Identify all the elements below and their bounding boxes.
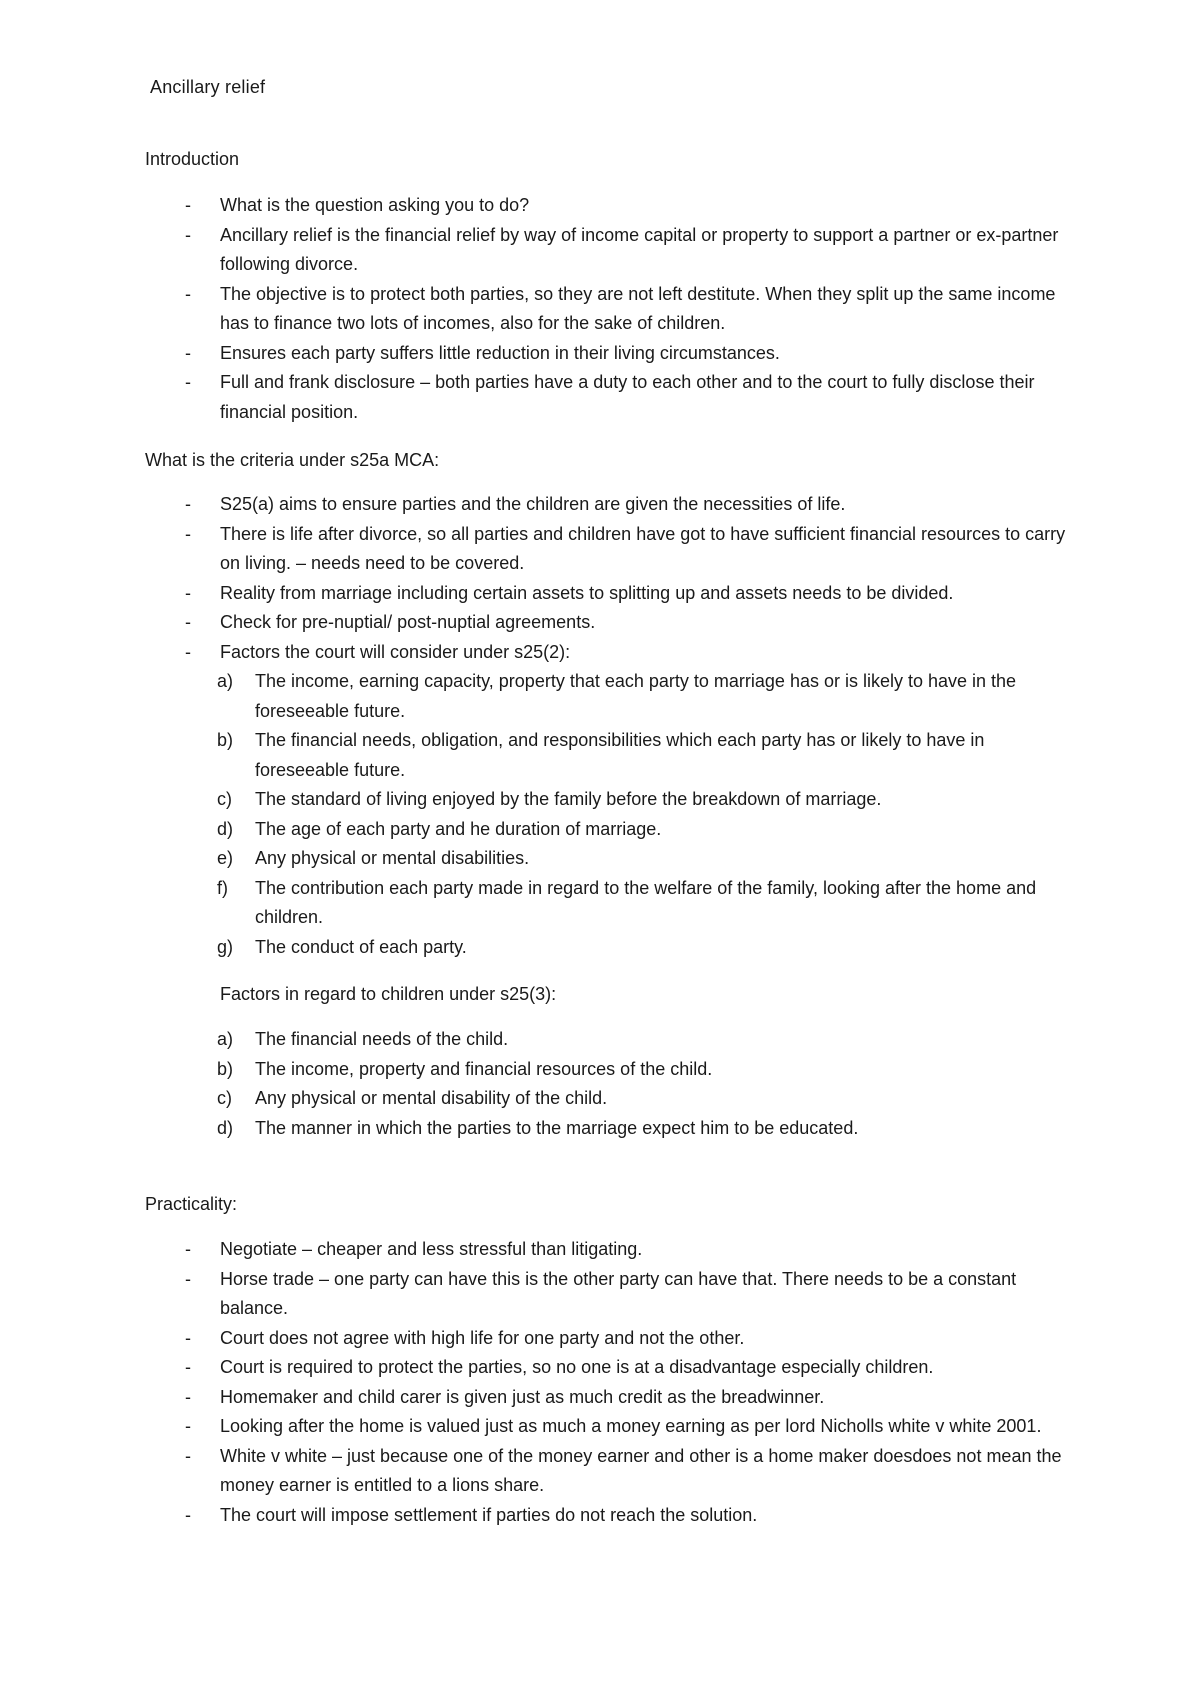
factor-marker: d) [217, 1117, 234, 1138]
factor-marker: f) [217, 877, 228, 898]
bullet-dash: - [185, 342, 191, 363]
criteria-list [145, 490, 1085, 667]
factor-item: g) The conduct of each party. [215, 933, 1075, 963]
list-item: - Ensures each party suffers little reduction in their living circumstances. [145, 339, 1085, 369]
children-factors-heading: Factors in regard to children under s25(3): [220, 984, 557, 1004]
list-item: - Horse trade – one party can have this is the other party can have that. There needs to be a constant balance. [145, 1265, 1085, 1324]
factor-marker: a) [217, 671, 234, 691]
factor-marker: c) [217, 1088, 232, 1108]
introduction-list [145, 191, 1085, 427]
factor-item: c) The standard of living enjoyed by the family before the breakdown of marriage. [215, 785, 1075, 815]
bullet-dash: - [185, 1386, 191, 1407]
list-item: - Factors the court will consider under s25(2): [145, 638, 1085, 668]
bullet-dash: - [185, 641, 191, 662]
bullet-dash: - [185, 1445, 191, 1466]
list-item: - Court is required to protect the parties, so no one is at a disadvantage especially children. [145, 1353, 1085, 1383]
factor-marker: b) [217, 730, 234, 750]
list-item: - Ancillary relief is the financial relief by way of income capital or property to support a partner or ex-partner following divorce. [145, 221, 1085, 280]
document-title: Ancillary relief [150, 77, 266, 97]
factor-item: f) The contribution each party made in regard to the welfare of the family, looking after the home and children. [215, 874, 1075, 933]
list-item: - Looking after the home is valued just as much a money earning as per lord Nicholls white v white 2001. [145, 1412, 1085, 1442]
list-item: - There is life after divorce, so all parties and children have got to have sufficient financial resources to carry on living. – needs need to be covered. [145, 520, 1085, 579]
list-item: - What is the question asking you to do? [145, 191, 1085, 221]
introduction-heading: Introduction [145, 149, 240, 169]
factor-item: a) The income, earning capacity, property that each party to marriage has or is likely to have in the foreseeable future. [215, 667, 1075, 726]
bullet-dash: - [185, 1504, 191, 1525]
practicality-heading: Practicality: [145, 1194, 238, 1214]
criteria-heading: What is the criteria under s25a MCA: [145, 450, 440, 470]
factor-marker: g) [217, 936, 234, 957]
bullet-dash: - [185, 1357, 191, 1377]
factor-item: d) The manner in which the parties to the marriage expect him to be educated. [215, 1114, 1075, 1144]
factor-item: c) Any physical or mental disability of the child. [215, 1084, 1075, 1114]
list-item: - Check for pre-nuptial/ post-nuptial agreements. [145, 608, 1085, 638]
list-item: - The court will impose settlement if parties do not reach the solution. [145, 1501, 1085, 1531]
bullet-dash: - [185, 582, 191, 603]
bullet-dash: - [185, 523, 191, 544]
factor-marker: d) [217, 818, 234, 839]
practicality-list [145, 1235, 1085, 1530]
list-item: - Negotiate – cheaper and less stressful than litigating. [145, 1235, 1085, 1265]
bullet-dash: - [185, 612, 191, 632]
bullet-dash: - [185, 224, 191, 245]
list-item: - S25(a) aims to ensure parties and the children are given the necessities of life. [145, 490, 1085, 520]
bullet-dash: - [185, 283, 191, 304]
factor-item: a) The financial needs of the child. [215, 1025, 1075, 1055]
court-factors-list [215, 667, 1075, 962]
bullet-dash: - [185, 1327, 191, 1348]
factor-item: e) Any physical or mental disabilities. [215, 844, 1075, 874]
factor-marker: b) [217, 1058, 234, 1079]
list-item: - Court does not agree with high life for one party and not the other. [145, 1324, 1085, 1354]
bullet-dash: - [185, 1416, 191, 1436]
factor-item: b) The financial needs, obligation, and responsibilities which each party has or likely to have in foreseeable future. [215, 726, 1075, 785]
factor-item: d) The age of each party and he duration of marriage. [215, 815, 1075, 845]
bullet-dash: - [185, 195, 191, 215]
factor-marker: a) [217, 1029, 234, 1049]
list-item: - Homemaker and child carer is given just as much credit as the breadwinner. [145, 1383, 1085, 1413]
factor-marker: e) [217, 848, 234, 868]
factor-marker: c) [217, 789, 232, 809]
bullet-dash: - [185, 1268, 191, 1289]
bullet-dash: - [185, 494, 191, 514]
list-item: - White v white – just because one of the money earner and other is a home maker doesdoes not mean the money earner is entitled to a lions share. [145, 1442, 1085, 1501]
bullet-dash: - [185, 372, 191, 392]
bullet-dash: - [185, 1239, 191, 1259]
children-factors-list [215, 1025, 1075, 1143]
factor-item: b) The income, property and financial resources of the child. [215, 1055, 1075, 1085]
list-item: - The objective is to protect both parties, so they are not left destitute. When they split up the same income has to finance two lots of incomes, also for the sake of children. [145, 280, 1085, 339]
list-item: - Full and frank disclosure – both parties have a duty to each other and to the court to fully disclose their financial position. [145, 368, 1085, 427]
list-item: - Reality from marriage including certain assets to splitting up and assets needs to be divided. [145, 579, 1085, 609]
